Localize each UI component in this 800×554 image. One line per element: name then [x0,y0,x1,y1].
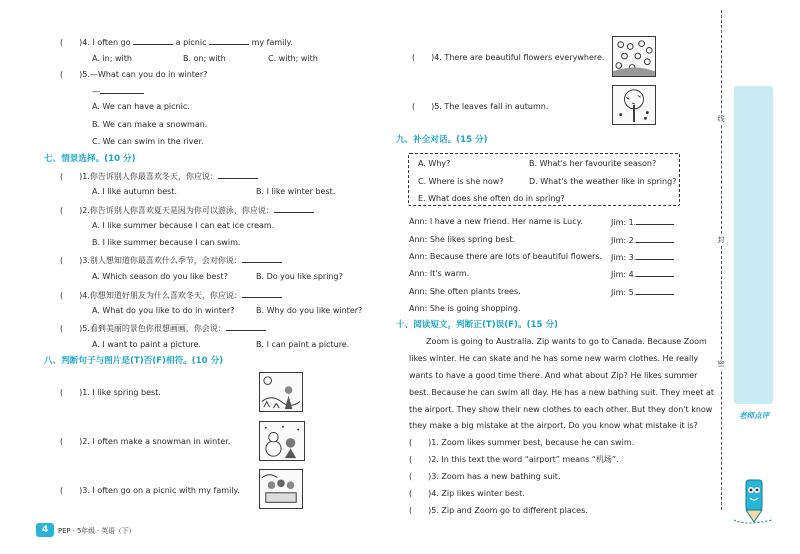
s8-q2: ( )2. I often make a snowman in winter. [60,437,231,446]
s7-q4-a: A. What do you like to do in winter? [92,306,235,315]
dialog-jim-1: Jim: 1. [611,217,674,228]
dialog-jim-4: Jim: 4. [611,269,674,280]
passage-line: the airport. They show their new clothes to each other. But they don't know [409,405,713,414]
pencil-mascot-icon [732,470,776,526]
passage-line: they make a big mistake at the airport. Do you know what mistake it is? [409,421,698,430]
passage-line: wants to have a good time there. And what about Zip? He likes summer [409,371,698,380]
answer-blank[interactable] [636,235,674,243]
dialog-ann-2: Ann: She likes spring best. [409,235,516,244]
option-c: C. We can swim in the river. [92,137,204,146]
picnic-picture [259,469,303,509]
answer-blank[interactable] [636,287,674,295]
s7-q3-b: B. Do you like spring? [256,272,343,281]
s10-q3: ( )3. Zoom has a new bathing suit. [409,472,561,481]
section-10-title: 十、阅读短文，判断正(T)误(F)。(15 分) [396,320,558,330]
passage-line: likes winter. He can skate and he has some new warm clothes. He really [409,354,699,363]
option-d: D. What's the weather like in spring? [529,177,677,186]
option-b: B. What's her favourite season? [529,159,657,168]
dialog-ann-4: Ann: It's warm. [409,269,470,278]
s7-q2: ( )2.你告诉别人你喜欢夏天是因为你可以游泳，你应说： [60,205,314,216]
option-c: C. with; with [268,54,318,63]
autumn-leaves-picture [612,85,656,125]
s7-q4: ( )4.你想知道好朋友为什么喜欢冬天，你应说： [60,290,282,301]
cut-line [721,10,722,510]
s7-q3: ( )3.别人想知道你最喜欢什么季节，会对你说： [60,255,282,266]
s7-q5: ( )5.看到美丽的景色你很想画画，你会说： [60,323,266,334]
dialog-ann-3: Ann: Because there are lots of beautiful flowers. [409,252,603,261]
passage-line: Zoom is going to Australia. Zip wants to go to Canada. Because Zoom [426,337,707,346]
q6-4: ( )4. I often go a picnic my family. [60,38,293,47]
dialog-jim-3: Jim: 3. [611,252,674,263]
s8-q3: ( )3. I often go on a picnic with my family. [60,486,240,495]
dialog-ann-6: Ann: She is going shopping. [409,304,521,313]
cut-label: 线 [717,115,725,123]
answer-blank[interactable] [209,37,249,45]
spring-picture [259,372,303,412]
option-a: A. We can have a picnic. [92,102,190,111]
q6-5: ( )5.—What can you do in winter? [60,70,208,79]
answer-blank[interactable] [133,37,173,45]
answer-blank[interactable] [636,252,674,260]
teacher-comment-box[interactable] [734,86,773,404]
s7-q5-b: B. I can paint a picture. [256,340,350,349]
s7-q1-b: B. I like winter best. [256,187,336,196]
answer-blank[interactable] [636,269,674,277]
s10-q2: ( )2. In this text the word “airport” means “机场”. [409,455,619,464]
s7-q5-a: A. I want to paint a picture. [92,340,201,349]
s8-q1: ( )1. I like spring best. [60,388,161,397]
option-a: A. Why? [418,159,451,168]
s7-q4-b: B. Why do you like winter? [256,306,363,315]
passage-line: best. Because he can swim all day. He has a new bathing suit. They meet at [409,388,715,397]
option-e: E. What does she often do in spring? [418,194,565,203]
answer-blank[interactable] [100,86,144,94]
answer-blank[interactable] [636,217,674,225]
option-b: B. on; with [183,54,226,63]
answer-dash: — [92,86,144,97]
s8-q5: ( )5. The leaves fall in autumn. [412,102,549,111]
teacher-comment-label: 老师点评 [739,411,769,420]
dialog-jim-5: Jim: 5. [611,287,674,298]
dialog-jim-2: Jim: 2. [611,235,674,246]
cut-label: 密 [717,360,725,368]
s7-q3-a: A. Which season do you like best? [92,272,228,281]
s7-q1: ( )1.你告诉别人你最喜欢冬天，你应说： [60,171,258,182]
footer-text: PEP · 5年级 · 英语（下） [58,527,136,535]
flowers-picture [612,36,656,77]
s10-q5: ( )5. Zip and Zoom go to different places. [409,506,588,515]
option-c: C. Where is she now? [418,177,504,186]
answer-blank[interactable] [274,205,314,213]
section-7-title: 七、情景选择。(10 分) [44,154,136,164]
snowman-picture [259,421,305,461]
s7-q2-a: A. I like summer because I can eat ice cream. [92,221,275,230]
cut-label: 封 [717,236,725,244]
s7-q2-b: B. I like summer because I can swim. [92,238,241,247]
s8-q4: ( )4. There are beautiful flowers everywhere. [412,53,605,62]
s10-q4: ( )4. Zip likes winter best. [409,489,525,498]
option-a: A. in; with [92,54,132,63]
page-number: 4 [36,523,54,537]
s7-q1-a: A. I like autumn best. [92,187,178,196]
answer-blank[interactable] [242,290,282,298]
section-8-title: 八、判断句子与图片是(T)否(F)相符。(10 分) [44,356,224,366]
dialog-ann-5: Ann: She often plants trees. [409,287,521,296]
s10-q1: ( )1. Zoom likes summer best, because he can swim. [409,438,635,447]
option-b: B. We can make a snowman. [92,120,208,129]
answer-blank[interactable] [218,171,258,179]
answer-blank[interactable] [242,255,282,263]
answer-blank[interactable] [226,323,266,331]
section-9-title: 九、补全对话。(15 分) [396,135,488,145]
dialog-ann-1: Ann: I have a new friend. Her name is Lucy. [409,217,583,226]
